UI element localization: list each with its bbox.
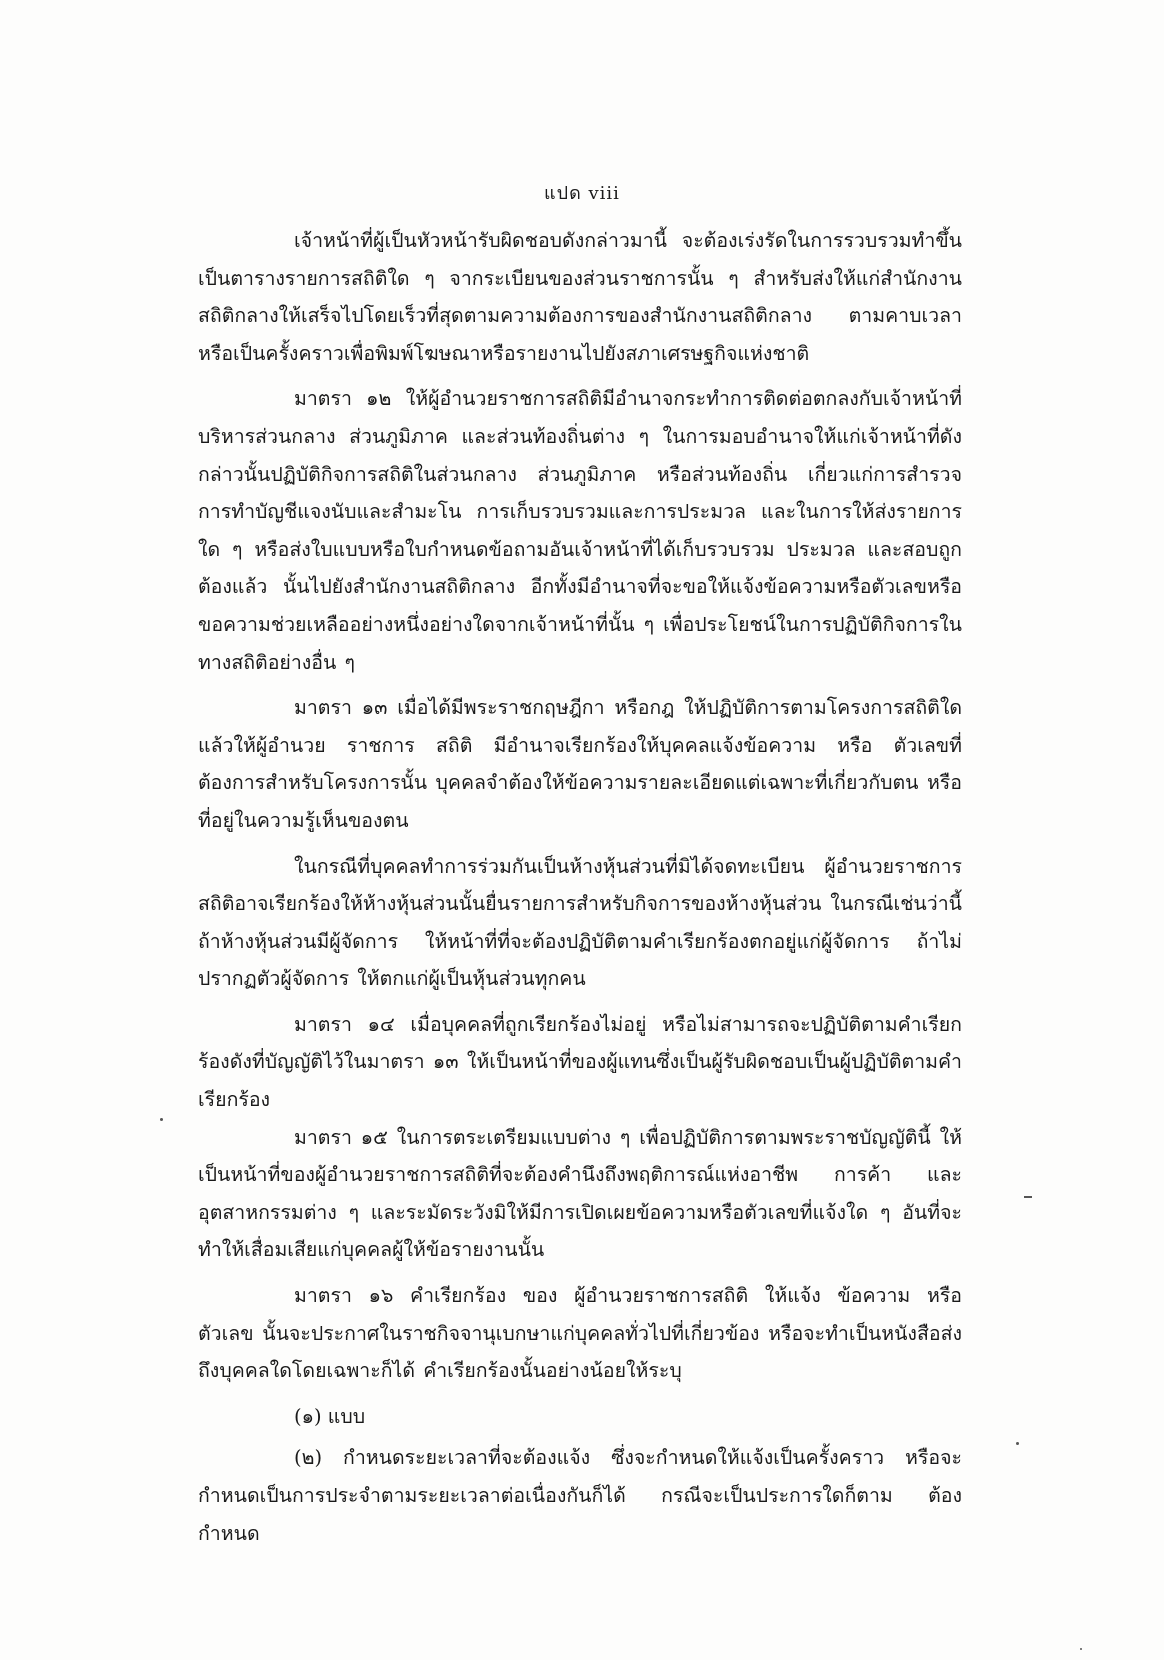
paragraph-section-15: มาตรา ๑๕ ในการตระเตรียมแบบต่าง ๆ เพื่อปฏิบัติการตามพระราชบัญญัตินี้ ให้เป็นหน้าที่ของผู้อำนวยราชการสถิติที่จะต้องคำนึงถึงพฤติการณ์แห่งอาชีพ การค้า และอุตสาหกรรมต่าง ๆ และระมัดระวังมิให้มีการเปิดเผยข้อความหรือตัวเลขที่แจ้งใด ๆ อันที่จะทำให้เสื่อมเสียแก่บุคคลผู้ให้ข้อรายงานนั้น	[198, 1125, 962, 1262]
scan-speck	[1016, 1442, 1019, 1445]
list-item-period: (๒) กำหนดระยะเวลาที่จะต้องแจ้ง ซึ่งจะกำหนดให้แจ้งเป็นครั้งคราว หรือจะกำหนดเป็นการประจำตามระยะเวลาต่อเนื่องกันก็ได้ กรณีจะเป็นประการใดก็ตาม ต้องกำหนด	[198, 1446, 962, 1545]
document-body	[198, 222, 962, 1552]
paragraph-staff-duties: เจ้าหน้าที่ผู้เป็นหัวหน้ารับผิดชอบดังกล่าวมานี้ จะต้องเร่งรัดในการรวบรวมทำขึ้นเป็นตารางรายการสถิติใด ๆ จากระเบียนของส่วนราชการนั้น ๆ สำหรับส่งให้แก่สำนักงานสถิติกลางให้เสร็จไปโดยเร็วที่สุดตามความต้องการของสำนักงานสถิติกลาง ตามคาบเวลาหรือเป็นครั้งคราวเพื่อพิมพ์โฆษณาหรือรายงานไปยังสภาเศรษฐกิจแห่งชาติ	[198, 229, 962, 365]
paragraph-section-13: มาตรา ๑๓ เมื่อได้มีพระราชกฤษฎีกา หรือกฎ ให้ปฏิบัติการตามโครงการสถิติใดแล้วให้ผู้อำนวย ราชการ สถิติ มีอำนาจเรียกร้องให้บุคคลแจ้งข้อความ หรือ ตัวเลขที่ต้องการสำหรับโครงการนั้น บุคคลจำต้องให้ข้อความรายละเอียดแต่เฉพาะที่เกี่ยวกับตน หรือที่อยู่ในความรู้เห็นของตน	[198, 696, 962, 832]
list-item-form: (๑) แบบ	[294, 1404, 366, 1428]
paragraph-section-14: มาตรา ๑๔ เมื่อบุคคลที่ถูกเรียกร้องไม่อยู่ หรือไม่สามารถจะปฏิบัติตามคำเรียกร้องดังที่บัญญัติไว้ในมาตรา ๑๓ ให้เป็นหน้าที่ของผู้แทนซึ่งเป็นผู้รับผิดชอบเป็นผู้ปฏิบัติตามคำเรียกร้อง	[198, 1012, 962, 1112]
scan-speck	[160, 1118, 163, 1121]
paragraph-partnership: ในกรณีที่บุคคลทำการร่วมกันเป็นห้างหุ้นส่วนที่มิได้จดทะเบียน ผู้อำนวยราชการสถิติอาจเรียกร้องให้ห้างหุ้นส่วนนั้นยื่นรายการสำหรับกิจการของห้างหุ้นส่วน ในกรณีเช่นว่านี้ถ้าห้างหุ้นส่วนมีผู้จัดการ ให้หน้าที่ที่จะต้องปฏิบัติตามคำเรียกร้องตกอยู่แก่ผู้จัดการ ถ้าไม่ปรากฏตัวผู้จัดการ ให้ตกแก่ผู้เป็นหุ้นส่วนทุกคน	[198, 854, 962, 991]
scan-speck	[1080, 1648, 1082, 1650]
scan-speck	[1024, 1196, 1032, 1198]
page-number: แปด viii	[544, 183, 620, 204]
paragraph-section-12: มาตรา ๑๒ ให้ผู้อำนวยราชการสถิติมีอำนาจกระทำการติดต่อตกลงกับเจ้าหน้าที่บริหารส่วนกลาง ส่วนภูมิภาค และส่วนท้องถิ่นต่าง ๆ ในการมอบอำนาจให้แก่เจ้าหน้าที่ดังกล่าวนั้นปฏิบัติกิจการสถิติในส่วนกลาง ส่วนภูมิภาค หรือส่วนท้องถิ่น เกี่ยวแก่การสำรวจ การทำบัญชีแจงนับและสำมะโน การเก็บรวบรวมและการประมวล และในการให้ส่งรายการใด ๆ หรือส่งใบแบบหรือใบกำหนดข้อถามอันเจ้าหน้าที่ได้เก็บรวบรวม ประมวล และสอบถูกต้องแล้ว นั้นไปยังสำนักงานสถิติกลาง อีกทั้งมีอำนาจที่จะขอให้แจ้งข้อความหรือตัวเลขหรือขอความช่วยเหลืออย่างหนึ่งอย่างใดจากเจ้าหน้าที่นั้น ๆ เพื่อประโยชน์ในการปฏิบัติกิจการในทางสถิติอย่างอื่น ๆ	[198, 387, 962, 674]
paragraph-section-16: มาตรา ๑๖ คำเรียกร้อง ของ ผู้อำนวยราชการสถิติ ให้แจ้ง ข้อความ หรือ ตัวเลข นั้นจะประกาศในราชกิจจานุเบกษาแก่บุคคลทั่วไปที่เกี่ยวข้อง หรือจะทำเป็นหนังสือส่งถึงบุคคลใดโดยเฉพาะก็ได้ คำเรียกร้องนั้นอย่างน้อยให้ระบุ	[198, 1284, 962, 1383]
